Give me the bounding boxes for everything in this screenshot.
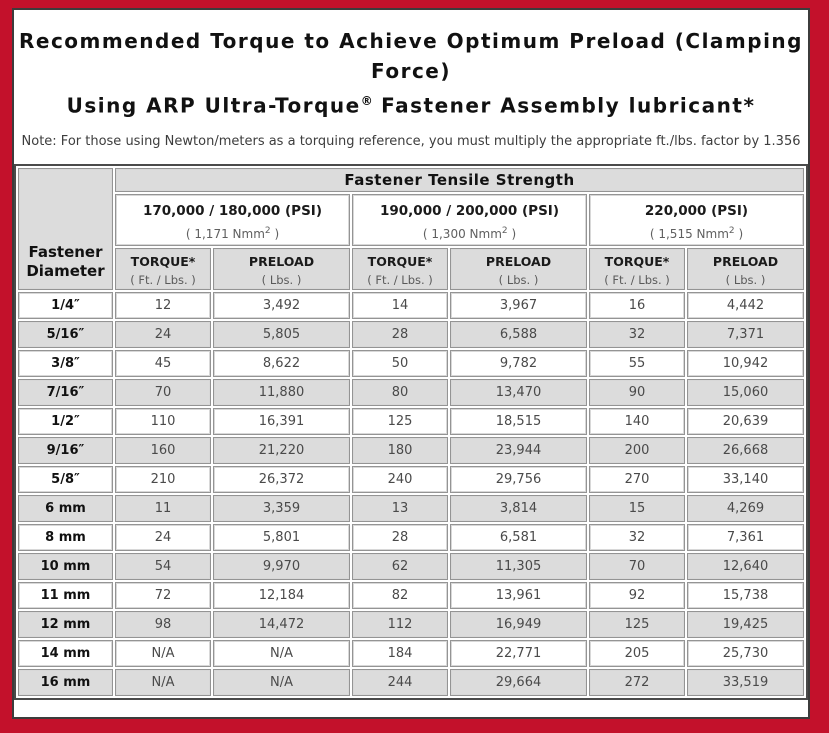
table-row [18, 408, 804, 435]
nmm-text-end: ) [507, 226, 517, 241]
torque-cell: 28 [352, 321, 448, 348]
torque-cell: 140 [589, 408, 685, 435]
torque-cell: 244 [352, 669, 448, 696]
torque-cell: 200 [589, 437, 685, 464]
nmm-text: ( 1,300 Nmm [422, 226, 502, 241]
table-row [18, 495, 804, 522]
torque-cell: 24 [115, 524, 211, 551]
nmm-value [353, 226, 586, 241]
header-row-psi-groups [18, 194, 804, 246]
table-row [18, 437, 804, 464]
nmm-text: ( 1,515 Nmm [649, 226, 729, 241]
preload-cell: 12,184 [213, 582, 350, 609]
diameter-cell: 1/2″ [18, 408, 113, 435]
preload-cell: 3,814 [450, 495, 587, 522]
table-row [18, 350, 804, 377]
torque-cell: 15 [589, 495, 685, 522]
preload-label: PRELOAD [712, 253, 779, 269]
psi-value: 190,000 / 200,000 (PSI) [380, 202, 559, 219]
preload-cell: 33,140 [687, 466, 804, 493]
torque-cell: 50 [352, 350, 448, 377]
preload-cell: 4,269 [687, 495, 804, 522]
registered-trademark-symbol: ® [360, 94, 373, 108]
nmm-superscript: 2 [501, 225, 508, 236]
preload-cell: 18,515 [450, 408, 587, 435]
title-line-1: Recommended Torque to Achieve Optimum Preload (Clamping Force) [18, 29, 803, 83]
preload-cell: 25,730 [687, 640, 804, 667]
preload-cell: 5,801 [213, 524, 350, 551]
psi-value: 220,000 (PSI) [644, 202, 749, 219]
preload-cell: 19,425 [687, 611, 804, 638]
preload-cell: 12,640 [687, 553, 804, 580]
torque-cell: N/A [115, 669, 211, 696]
preload-cell: 13,961 [450, 582, 587, 609]
torque-cell: 98 [115, 611, 211, 638]
preload-unit: ( Lbs. ) [725, 272, 766, 287]
torque-cell: 160 [115, 437, 211, 464]
preload-cell: 22,771 [450, 640, 587, 667]
torque-cell: 80 [352, 379, 448, 406]
torque-cell: 13 [352, 495, 448, 522]
torque-cell: 112 [352, 611, 448, 638]
preload-cell: 7,361 [687, 524, 804, 551]
torque-cell: 270 [589, 466, 685, 493]
torque-spec-table [14, 164, 808, 700]
preload-cell: 10,942 [687, 350, 804, 377]
torque-cell: 32 [589, 321, 685, 348]
title-line-2-text-end: Fastener Assembly lubricant* [372, 93, 756, 118]
torque-cell: 205 [589, 640, 685, 667]
torque-cell: 16 [589, 292, 685, 319]
torque-column-header-3 [589, 248, 685, 290]
preload-cell: 16,391 [213, 408, 350, 435]
table-row [18, 321, 804, 348]
torque-cell: 90 [589, 379, 685, 406]
title-line-2-text: Using ARP Ultra-Torque [66, 93, 361, 118]
diameter-cell: 3/8″ [18, 350, 113, 377]
header-row-tensile [18, 168, 804, 192]
torque-cell: 54 [115, 553, 211, 580]
torque-cell: 45 [115, 350, 211, 377]
page-title [14, 26, 808, 121]
table-row [18, 292, 804, 319]
preload-cell: 29,756 [450, 466, 587, 493]
torque-column-header-1 [115, 248, 211, 290]
preload-label: PRELOAD [485, 253, 552, 269]
content-panel [12, 8, 810, 719]
header-row-columns [18, 248, 804, 290]
diameter-cell: 16 mm [18, 669, 113, 696]
corner-header-fastener-diameter [18, 168, 113, 290]
torque-cell: 184 [352, 640, 448, 667]
diameter-cell: 9/16″ [18, 437, 113, 464]
torque-label: TORQUE* [130, 253, 196, 269]
torque-label: TORQUE* [367, 253, 433, 269]
table-row [18, 640, 804, 667]
nmm-value [116, 226, 349, 241]
preload-cell: 5,805 [213, 321, 350, 348]
preload-cell: 26,372 [213, 466, 350, 493]
table-row [18, 611, 804, 638]
torque-column-header-2 [352, 248, 448, 290]
preload-cell: N/A [213, 640, 350, 667]
torque-cell: 272 [589, 669, 685, 696]
preload-cell: 7,371 [687, 321, 804, 348]
torque-cell: 210 [115, 466, 211, 493]
corner-header-line-1: Fastener [28, 242, 103, 261]
preload-cell: 23,944 [450, 437, 587, 464]
torque-unit: ( Ft. / Lbs. ) [130, 272, 196, 287]
nmm-superscript: 2 [264, 225, 271, 236]
preload-cell: 9,782 [450, 350, 587, 377]
preload-cell: 15,060 [687, 379, 804, 406]
table-row [18, 466, 804, 493]
corner-header-line-2: Diameter [26, 261, 105, 280]
preload-cell: N/A [213, 669, 350, 696]
title-line-2 [14, 86, 808, 121]
preload-unit: ( Lbs. ) [498, 272, 539, 287]
diameter-cell: 14 mm [18, 640, 113, 667]
table-row [18, 553, 804, 580]
conversion-note: Note: For those using Newton/meters as a torquing reference, you must multiply the appropriate ft./lbs. factor by 1.356 [21, 133, 801, 149]
preload-cell: 9,970 [213, 553, 350, 580]
nmm-value [590, 226, 803, 241]
preload-cell: 20,639 [687, 408, 804, 435]
torque-cell: 180 [352, 437, 448, 464]
preload-cell: 16,949 [450, 611, 587, 638]
preload-column-header-1 [213, 248, 350, 290]
preload-cell: 26,668 [687, 437, 804, 464]
preload-cell: 6,588 [450, 321, 587, 348]
preload-cell: 33,519 [687, 669, 804, 696]
preload-cell: 8,622 [213, 350, 350, 377]
diameter-cell: 12 mm [18, 611, 113, 638]
diameter-cell: 8 mm [18, 524, 113, 551]
torque-cell: 70 [115, 379, 211, 406]
torque-label: TORQUE* [604, 253, 670, 269]
torque-cell: 24 [115, 321, 211, 348]
diameter-cell: 6 mm [18, 495, 113, 522]
diameter-cell: 1/4″ [18, 292, 113, 319]
nmm-text: ( 1,171 Nmm [185, 226, 265, 241]
diameter-cell: 11 mm [18, 582, 113, 609]
preload-column-header-2 [450, 248, 587, 290]
preload-unit: ( Lbs. ) [261, 272, 302, 287]
diameter-cell: 10 mm [18, 553, 113, 580]
preload-cell: 11,880 [213, 379, 350, 406]
preload-cell: 13,470 [450, 379, 587, 406]
table-row [18, 669, 804, 696]
torque-cell: 12 [115, 292, 211, 319]
torque-cell: 32 [589, 524, 685, 551]
table-row [18, 379, 804, 406]
psi-group-220 [589, 194, 804, 246]
nmm-text-end: ) [734, 226, 744, 241]
tensile-strength-header: Fastener Tensile Strength [115, 168, 804, 192]
preload-cell: 3,359 [213, 495, 350, 522]
torque-cell: 82 [352, 582, 448, 609]
preload-cell: 3,492 [213, 292, 350, 319]
preload-cell: 4,442 [687, 292, 804, 319]
preload-label: PRELOAD [248, 253, 315, 269]
preload-cell: 15,738 [687, 582, 804, 609]
preload-cell: 6,581 [450, 524, 587, 551]
psi-group-170-180 [115, 194, 350, 246]
preload-cell: 14,472 [213, 611, 350, 638]
preload-cell: 29,664 [450, 669, 587, 696]
table-row [18, 524, 804, 551]
nmm-text-end: ) [270, 226, 280, 241]
torque-cell: 72 [115, 582, 211, 609]
torque-cell: 14 [352, 292, 448, 319]
torque-unit: ( Ft. / Lbs. ) [604, 272, 670, 287]
torque-unit: ( Ft. / Lbs. ) [367, 272, 433, 287]
preload-cell: 3,967 [450, 292, 587, 319]
torque-cell: 70 [589, 553, 685, 580]
preload-column-header-3 [687, 248, 804, 290]
torque-cell: 11 [115, 495, 211, 522]
psi-group-190-200 [352, 194, 587, 246]
torque-cell: 62 [352, 553, 448, 580]
torque-cell: 240 [352, 466, 448, 493]
diameter-cell: 7/16″ [18, 379, 113, 406]
torque-cell: 28 [352, 524, 448, 551]
preload-cell: 21,220 [213, 437, 350, 464]
torque-cell: 125 [589, 611, 685, 638]
torque-cell: 110 [115, 408, 211, 435]
torque-cell: 125 [352, 408, 448, 435]
diameter-cell: 5/8″ [18, 466, 113, 493]
torque-cell: 92 [589, 582, 685, 609]
torque-cell: N/A [115, 640, 211, 667]
nmm-superscript: 2 [728, 225, 735, 236]
torque-cell: 55 [589, 350, 685, 377]
table-row [18, 582, 804, 609]
diameter-cell: 5/16″ [18, 321, 113, 348]
psi-value: 170,000 / 180,000 (PSI) [143, 202, 322, 219]
preload-cell: 11,305 [450, 553, 587, 580]
